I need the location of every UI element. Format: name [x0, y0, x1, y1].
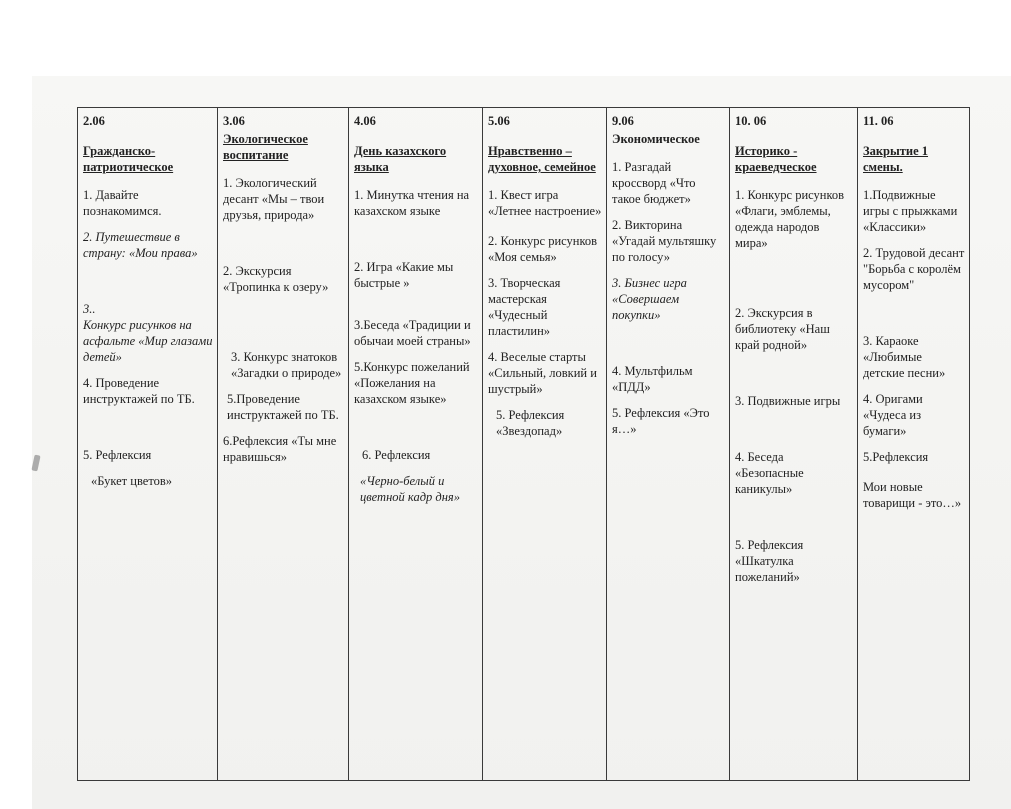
activity-item: 5. Рефлексия «Звездопад»	[496, 408, 565, 438]
activity-item: 3.Беседа «Традиции и обычаи моей страны»	[354, 318, 471, 348]
day-column-4-06	[349, 108, 483, 781]
activity-item: Мои новые товарищи - это…»	[863, 480, 962, 510]
day-column-3-06	[218, 108, 349, 781]
activity-item: 2. Экскурсия в библиотеку «Наш край родной»	[735, 306, 830, 352]
day-date: 4.06	[354, 114, 376, 128]
page-margin-top	[0, 0, 1011, 76]
activity-item: 2. Путешествие в страну: «Мои права»	[83, 230, 198, 260]
day-date: 10. 06	[735, 114, 767, 128]
activity-item: 1. Разгадай кроссворд «Что такое бюджет»	[612, 160, 696, 206]
activity-item: 2. Экскурсия «Тропинка к озеру»	[223, 264, 329, 294]
day-theme: Экологическое воспитание	[223, 132, 308, 162]
activity-item: «Букет цветов»	[91, 474, 173, 488]
page-margin-left	[0, 76, 32, 809]
day-date: 9.06	[612, 114, 634, 128]
day-column-11-06	[858, 108, 970, 781]
day-date: 5.06	[488, 114, 510, 128]
activity-item: 5.Проведение инструктажей по ТБ.	[227, 392, 339, 422]
activity-item: 2. Игра «Какие мы быстрые »	[354, 260, 454, 290]
activity-item: 3. Конкурс знатоков «Загадки о природе»	[231, 350, 342, 380]
activity-item: 4. Проведение инструктажей по ТБ.	[83, 376, 195, 406]
activity-item: 3. Бизнес игра «Совершаем покупки»	[612, 276, 687, 322]
activity-item: 1. Экологический десант «Мы – твои друзья, природа»	[223, 176, 325, 222]
activity-item: 2. Конкурс рисунков «Моя семья»	[488, 234, 598, 264]
activity-item: 1. Минутка чтения на казахском языке	[354, 188, 470, 218]
day-column-10-06	[730, 108, 858, 781]
activity-item: 4. Беседа «Безопасные каникулы»	[735, 450, 804, 496]
activity-item: 3. Караоке «Любимые детские песни»	[863, 334, 946, 380]
day-theme: Экономическое	[612, 132, 700, 146]
day-date: 11. 06	[863, 114, 894, 128]
activity-item: 6. Рефлексия	[362, 448, 431, 462]
activity-item: 3. Подвижные игры	[735, 394, 841, 408]
activity-item: 3. Творческая мастерская «Чудесный пластилин»	[488, 276, 561, 338]
activity-item: 4. Веселые старты «Сильный, ловкий и шустрый»	[488, 350, 597, 396]
activity-item: 1. Квест игра «Летнее настроение»	[488, 188, 602, 218]
day-date: 3.06	[223, 114, 245, 128]
day-theme: Гражданско-патриотическое	[83, 144, 174, 174]
table-row	[78, 108, 970, 781]
activity-item: 1. Давайте познакомимся.	[83, 188, 162, 218]
activity-item: 1.Подвижные игры с прыжками «Классики»	[863, 188, 958, 234]
activity-item: «Черно-белый и цветной кадр дня»	[360, 474, 460, 504]
day-column-2-06	[78, 108, 218, 781]
activity-item: 5. Рефлексия	[83, 448, 152, 462]
day-date: 2.06	[83, 114, 105, 128]
activity-item: 1. Конкурс рисунков «Флаги, эмблемы, одежда народов мира»	[735, 188, 845, 250]
activity-item: 6.Рефлексия «Ты мне нравишься»	[223, 434, 337, 464]
activity-item: 5.Конкурс пожеланий «Пожелания на казахском языке»	[354, 360, 470, 406]
schedule-table	[77, 107, 970, 781]
activity-item: 5. Рефлексия «Это я…»	[612, 406, 710, 436]
activity-item: 5.Рефлексия	[863, 450, 929, 464]
activity-item: 3.. Конкурс рисунков на асфальте «Мир глазами детей»	[83, 302, 213, 364]
activity-item: 2. Викторина «Угадай мультяшку по голосу»	[612, 218, 717, 264]
day-theme: Историко - краеведческое	[735, 144, 817, 174]
day-column-9-06	[607, 108, 730, 781]
day-theme: День казахского языка	[354, 144, 447, 174]
activity-item: 2. Трудовой десант "Борьба с королём мусором"	[863, 246, 965, 292]
activity-item: 5. Рефлексия «Шкатулка пожеланий»	[735, 538, 804, 584]
activity-item: 4. Оригами «Чудеса из бумаги»	[863, 392, 923, 438]
day-theme: Нравственно – духовное, семейное	[488, 144, 596, 174]
activity-item: 4. Мультфильм «ПДД»	[612, 364, 693, 394]
day-column-5-06	[483, 108, 607, 781]
day-theme: Закрытие 1 смены.	[863, 144, 929, 174]
